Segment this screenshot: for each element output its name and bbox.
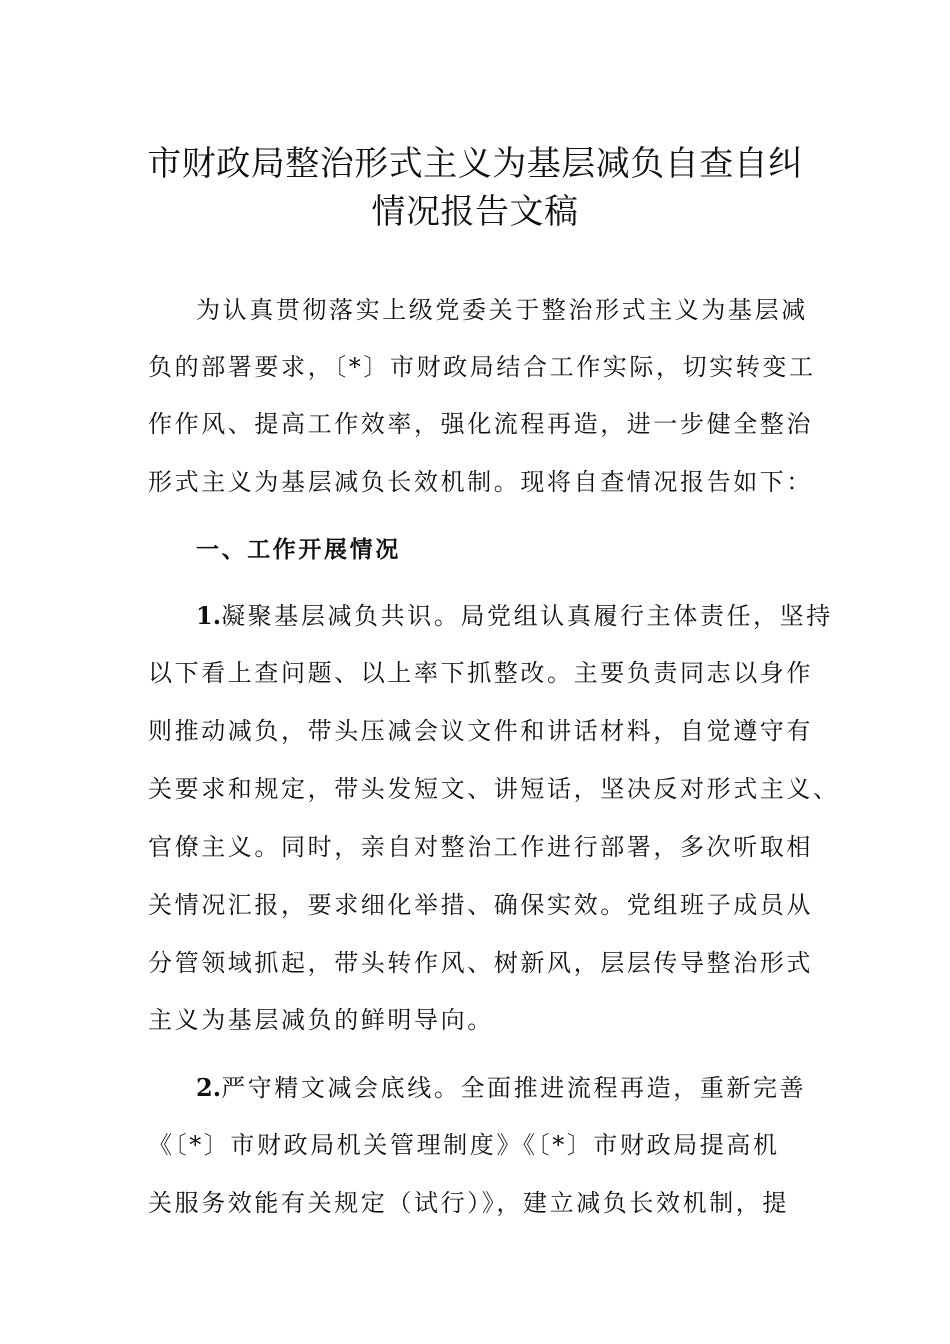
section-heading: 一、工作开展情况 <box>196 537 401 563</box>
intro-paragraph-line: 为认真贯彻落实上级党委关于整治形式主义为基层减 <box>196 296 808 324</box>
item-1-line: 以下看上查问题、以上率下抓整改。主要负责同志以身作 <box>148 659 813 687</box>
item-1-line: 则推动减负，带头压减会议文件和讲话材料，自觉遵守有 <box>148 717 813 745</box>
document-title-line-1: 市财政局整治形式主义为基层减负自查自纠 <box>147 144 803 184</box>
item-2-number: 2. <box>196 1073 222 1102</box>
item-1-line-text: 凝聚基层减负共识。局党组认真履行主体责任，坚持 <box>221 602 833 630</box>
item-2-line-text: 严守精文减会底线。全面推进流程再造，重新完善 <box>221 1074 807 1102</box>
item-1-line: 关情况汇报，要求细化举措、确保实效。党组班子成员从 <box>148 891 813 919</box>
item-1-line: 分管领域抓起，带头转作风、树新风，层层传导整治形式 <box>148 949 813 977</box>
intro-paragraph-line: 负的部署要求，〔*〕市财政局结合工作实际，切实转变工 <box>148 353 816 381</box>
item-1-first-line <box>196 596 833 636</box>
item-1-line: 主义为基层减负的鲜明导向。 <box>148 1006 494 1034</box>
intro-paragraph-line: 形式主义为基层减负长效机制。现将自查情况报告如下： <box>148 468 813 496</box>
item-1-number: 1. <box>196 601 222 630</box>
intro-paragraph-line: 作作风、提高工作效率，强化流程再造，进一步健全整治 <box>148 410 813 438</box>
item-2-first-line <box>196 1068 808 1108</box>
item-2-line: 《〔*〕市财政局机关管理制度》《〔*〕市财政局提高机 <box>148 1131 780 1159</box>
item-2-line: 关服务效能有关规定（试行）》，建立减负长效机制，提 <box>148 1189 789 1217</box>
document-title-line-2: 情况报告文稿 <box>371 192 579 232</box>
item-1-line: 关要求和规定，带头发短文、讲短话，坚决反对形式主义、 <box>148 775 840 803</box>
item-1-line: 官僚主义。同时，亲自对整治工作进行部署，多次听取相 <box>148 833 813 861</box>
